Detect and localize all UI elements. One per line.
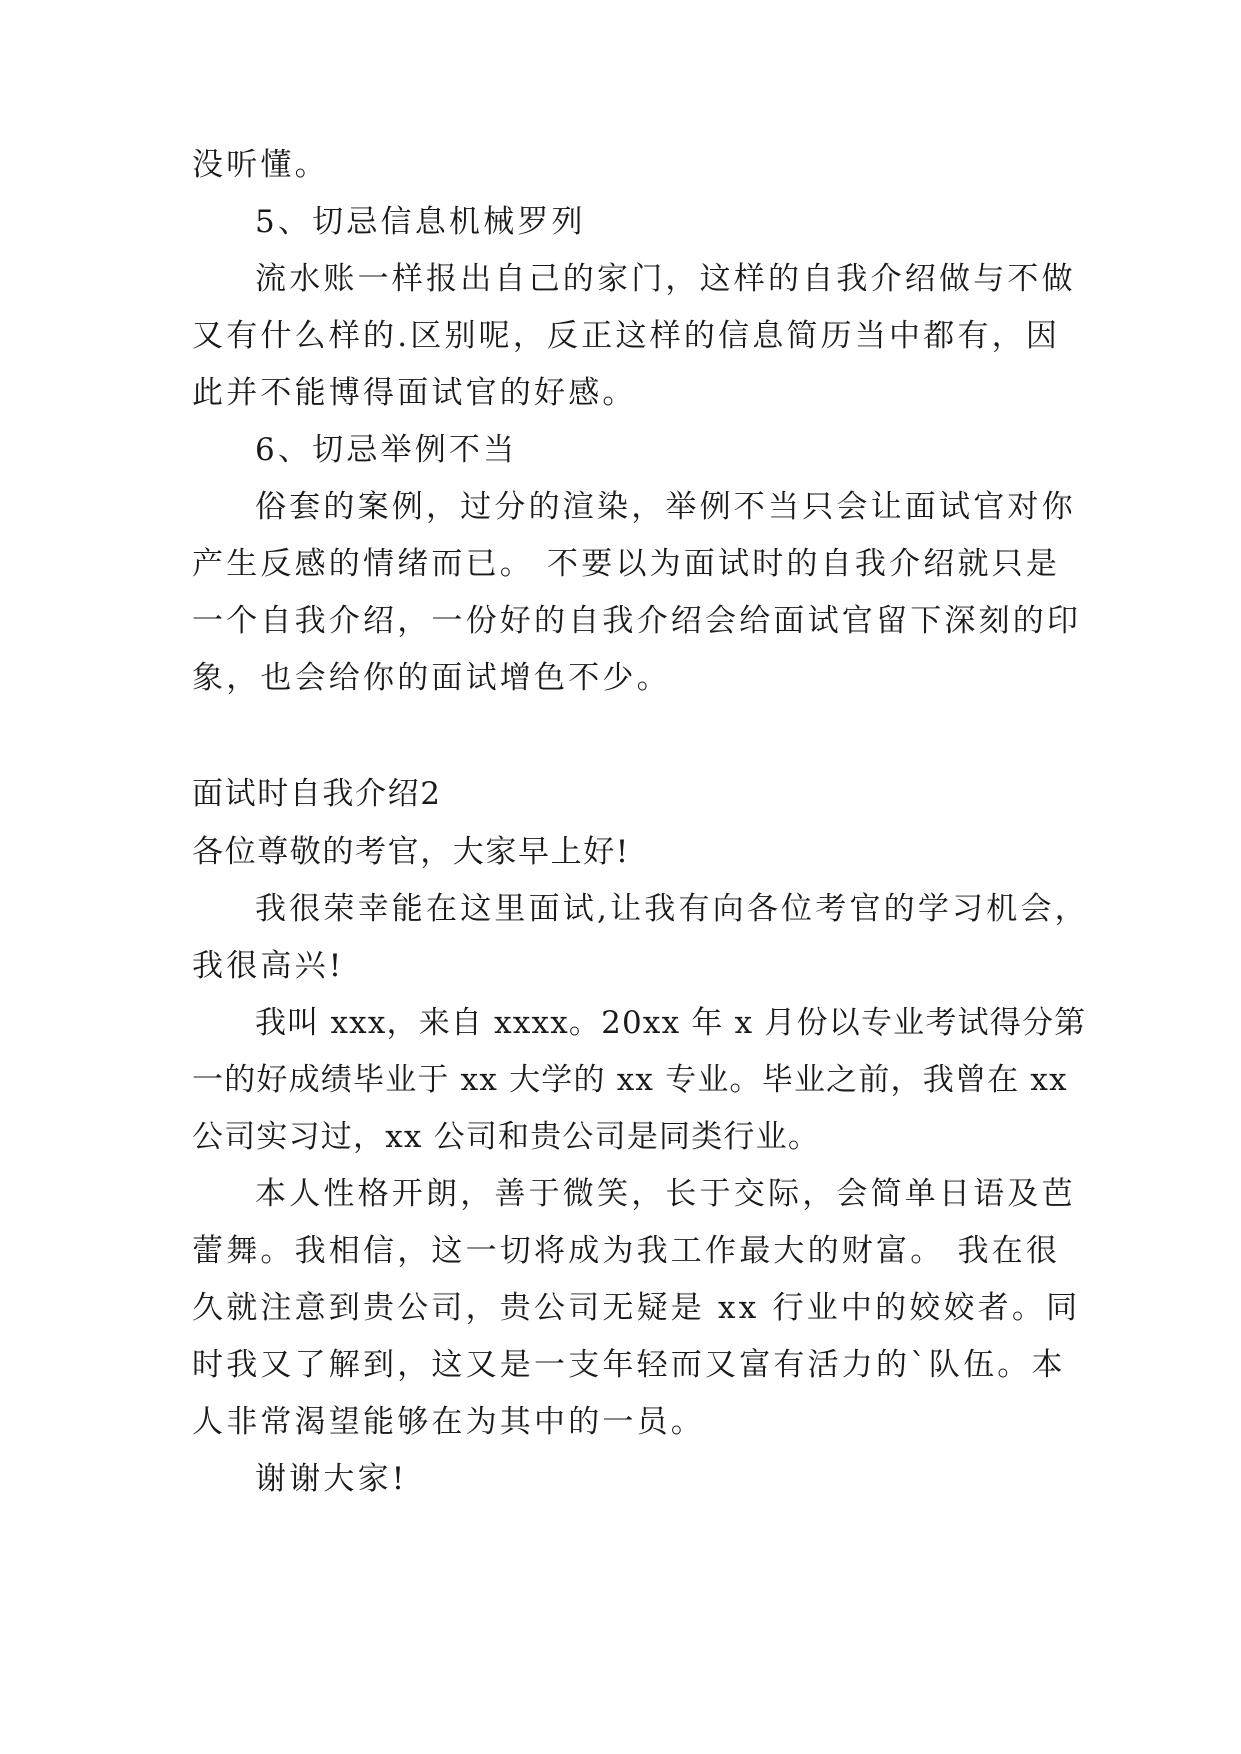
paragraph-line: 蕾舞。我相信，这一切将成为我工作最大的财富。 我在很 (192, 1233, 1061, 1269)
section-heading-6: 6、切忌举例不当 (255, 432, 518, 468)
paragraph-line: 一个自我介绍，一份好的自我介绍会给面试官留下深刻的印 (192, 603, 1082, 639)
paragraph-line: 我很荣幸能在这里面试,让我有向各位考官的学习机会， (255, 891, 1089, 927)
paragraph-line: 又有什么样的.区别呢，反正这样的信息简历当中都有，因 (192, 318, 1061, 354)
paragraph-line: 时我又了解到，这又是一支年轻而又富有活力的`队伍。本 (192, 1347, 1066, 1383)
paragraph-line: 此并不能博得面试官的好感。 (192, 375, 637, 411)
greeting-line: 各位尊敬的考官，大家早上好! (192, 834, 630, 870)
paragraph-line: 俗套的案例，过分的渲染，举例不当只会让面试官对你 (255, 489, 1076, 525)
paragraph-line: 一的好成绩毕业于 xx 大学的 xx 专业。毕业之前，我曾在 xx (192, 1062, 1068, 1098)
paragraph-line: 本人性格开朗，善于微笑，长于交际，会简单日语及芭 (255, 1176, 1076, 1212)
paragraph-line: 人非常渴望能够在为其中的一员。 (192, 1404, 705, 1440)
paragraph-line: 我叫 xxx，来自 xxxx。20xx 年 x 月份以专业考试得分第 (255, 1005, 1087, 1041)
paragraph-line: 象，也会给你的面试增色不少。 (192, 660, 671, 696)
document-title: 面试时自我介绍2 (192, 776, 442, 812)
paragraph-line: 没听懂。 (192, 147, 329, 183)
closing-line: 谢谢大家! (255, 1461, 408, 1497)
paragraph-line: 流水账一样报出自己的家门，这样的自我介绍做与不做 (255, 261, 1076, 297)
paragraph-line: 我很高兴! (192, 948, 345, 984)
section-heading-5: 5、切忌信息机械罗列 (255, 204, 586, 240)
paragraph-line: 久就注意到贵公司，贵公司无疑是 xx 行业中的姣姣者。同 (192, 1290, 1081, 1326)
paragraph-line: 产生反感的情绪而已。 不要以为面试时的自我介绍就只是 (192, 546, 1061, 582)
paragraph-line: 公司实习过，xx 公司和贵公司是同类行业。 (192, 1119, 821, 1155)
